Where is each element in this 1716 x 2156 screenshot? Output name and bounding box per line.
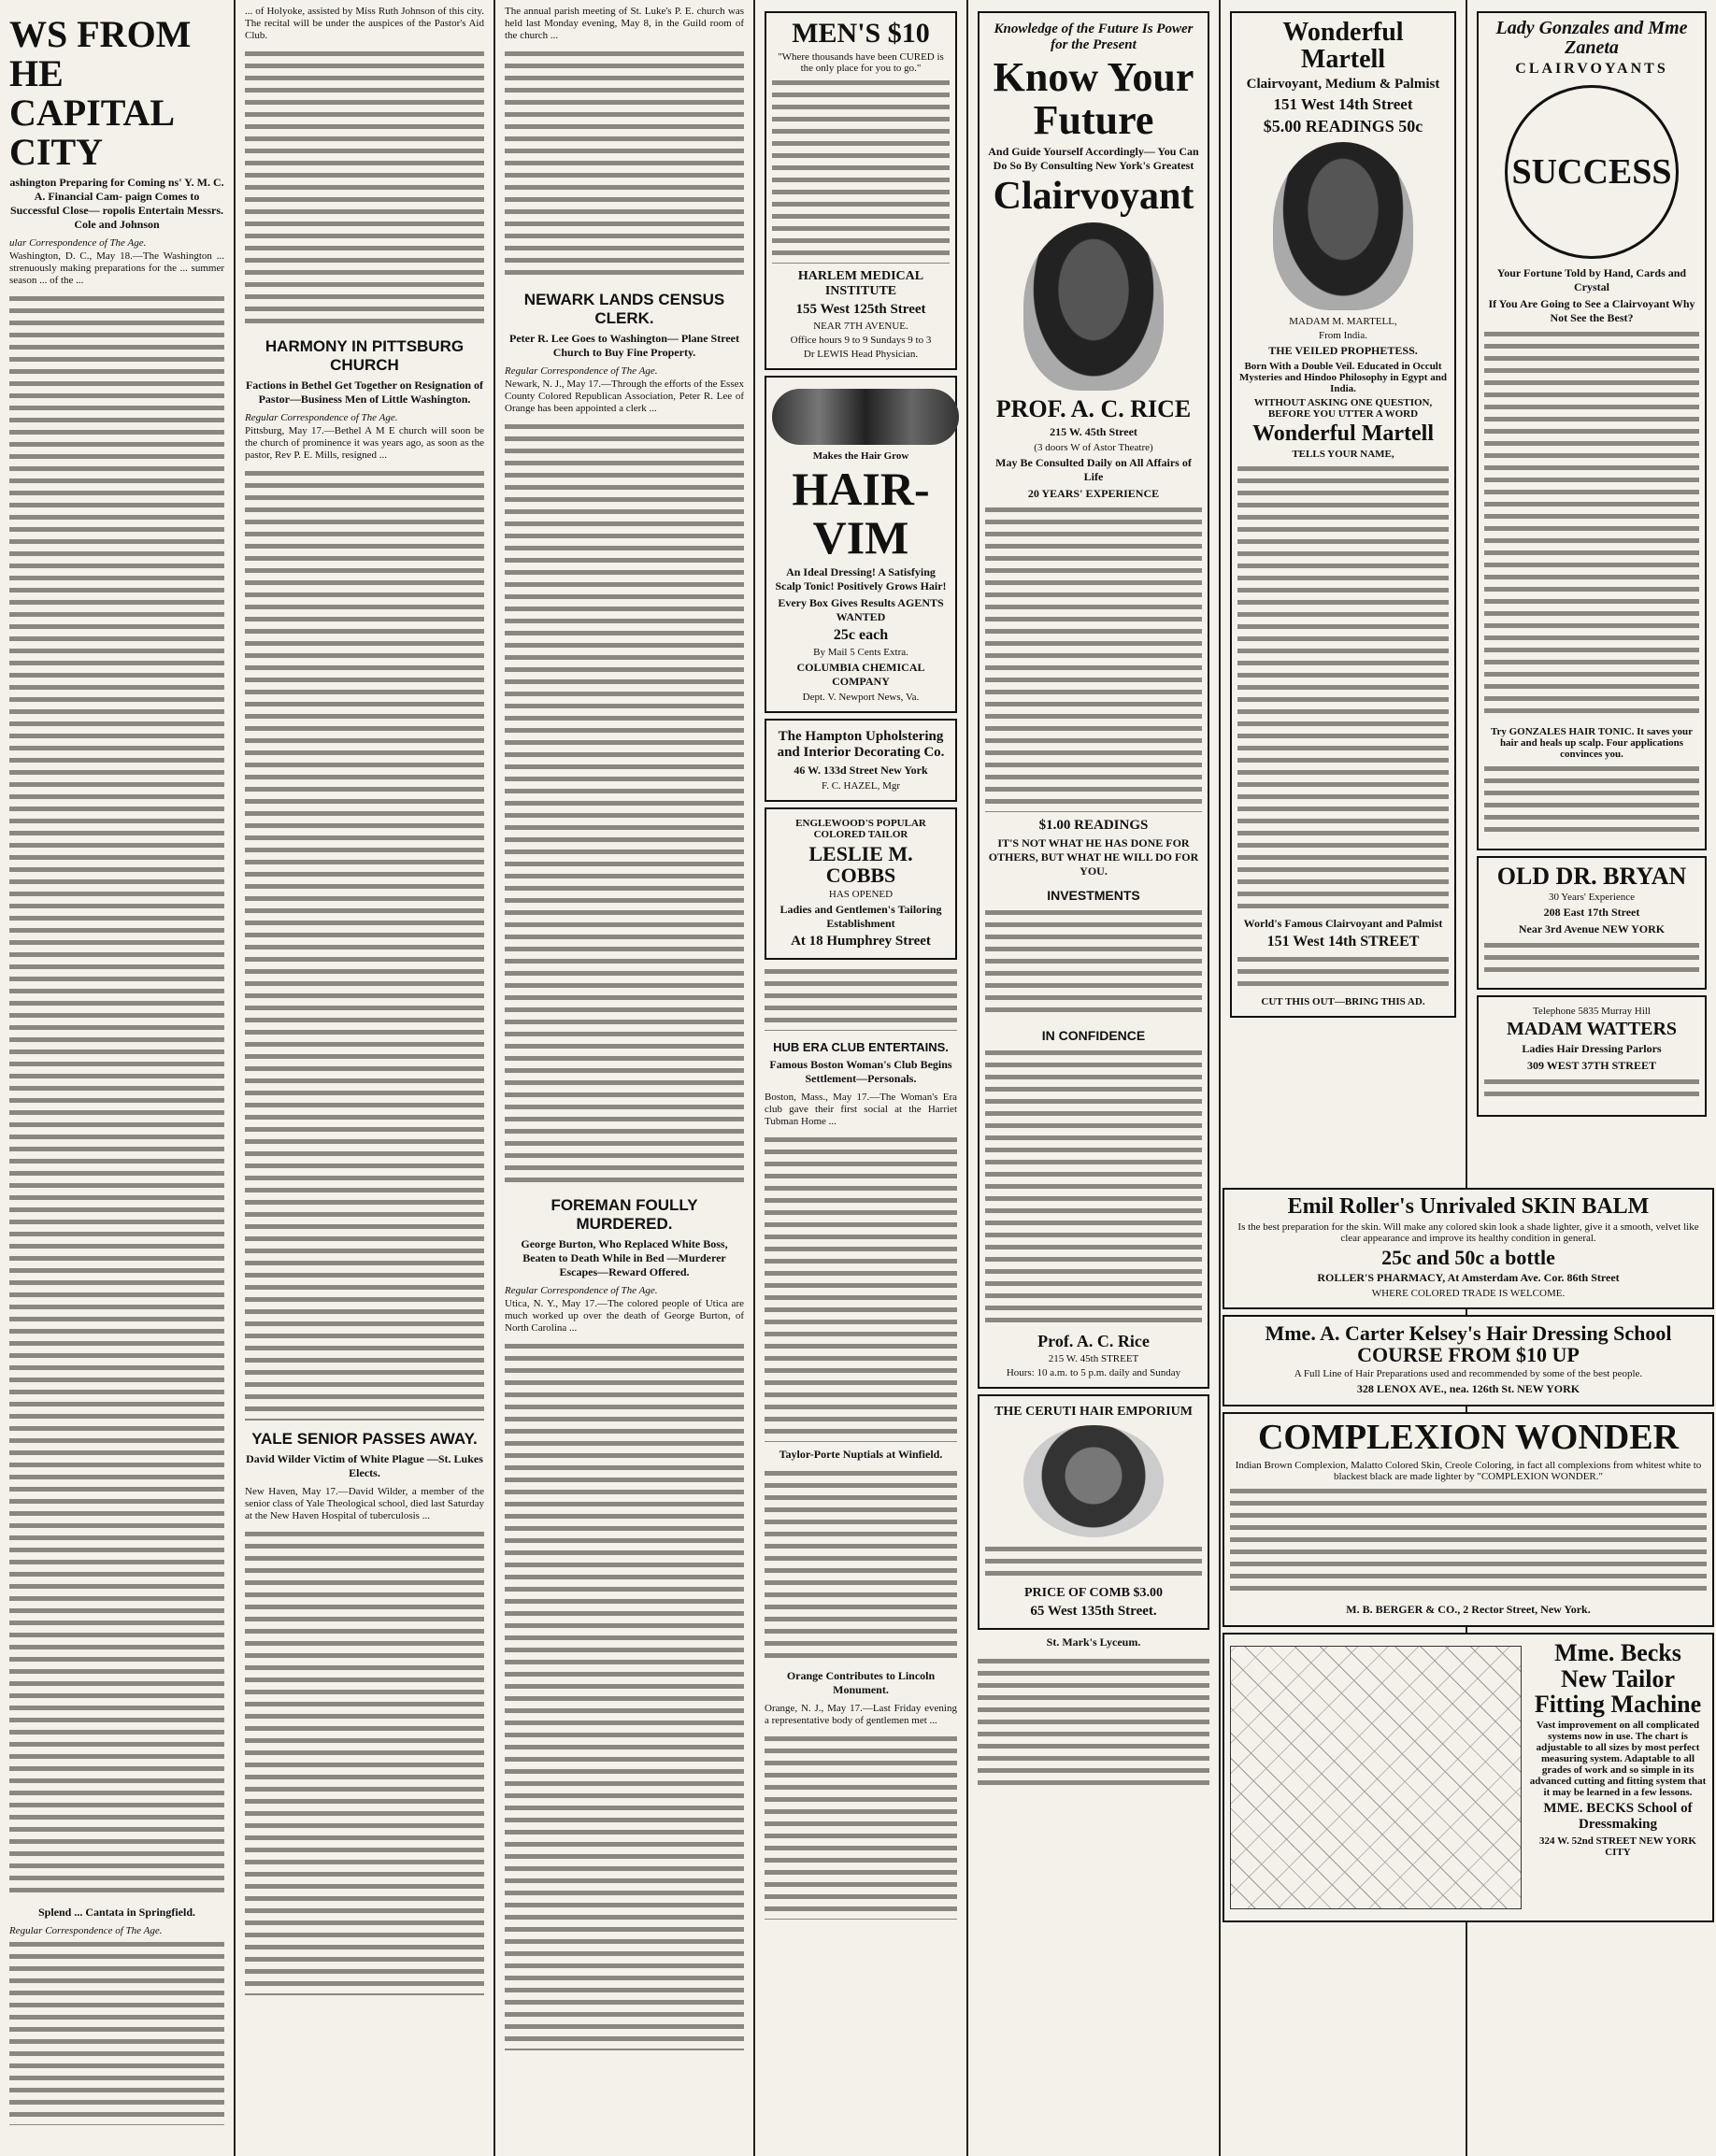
ad-body-text xyxy=(985,1543,1202,1580)
mens-ad xyxy=(765,11,957,370)
newark-deck: Peter R. Lee Goes to Washington— Plane Street Church to Buy Fine Property. xyxy=(509,332,739,359)
comb-price: PRICE OF COMB $3.00 xyxy=(1023,1585,1164,1600)
roller-title: Emil Roller's Unrivaled SKIN BALM xyxy=(1287,1194,1650,1219)
ad-body-text xyxy=(1237,953,1449,991)
hair-vim-tagline: Makes the Hair Grow xyxy=(812,450,909,462)
ceruti-illustration xyxy=(1023,1425,1164,1537)
rice-price: $1.00 READINGS xyxy=(1038,817,1149,833)
article-body-text xyxy=(505,421,744,1187)
gonzales-ad xyxy=(1477,11,1707,850)
article-body-text xyxy=(978,1655,1209,1786)
foreman-lead: Utica, N. Y., May 17.—The colored people of Utica are much worked up over the death of George Burton, of North Carolina ... xyxy=(505,1298,744,1334)
ad-body-text xyxy=(1484,1076,1699,1104)
rice-signature: Prof. A. C. Rice xyxy=(1037,1331,1150,1350)
roller-price: 25c and 50c a bottle xyxy=(1381,1246,1555,1270)
harmony-lead: Pittsburg, May 17.—Bethel A M E church will soon be the church of prominence it was years ago, as soon as the pastor, Rev P. E. Mills, resigned ... xyxy=(245,425,484,461)
correspondence-line: Regular Correspondence of The Age. xyxy=(9,1925,163,1936)
kelsey-ad xyxy=(1223,1315,1714,1406)
kelsey-address: 328 LENOX AVE., nea. 126th St. NEW YORK xyxy=(1356,1382,1580,1396)
harlem-institute-doctor: Dr LEWIS Head Physician. xyxy=(803,348,919,360)
article-body-text xyxy=(9,293,224,1900)
column-5 xyxy=(968,0,1219,2156)
martell-address: 151 West 14th Street xyxy=(1273,94,1413,113)
article-body-text xyxy=(245,1528,484,1995)
lyceum-headline: St. Mark's Lyceum. xyxy=(1046,1635,1141,1649)
article-body-text xyxy=(245,48,484,328)
article-body-text xyxy=(765,1467,957,1663)
correspondence-line: Regular Correspondence of The Age. xyxy=(505,1285,658,1296)
pattern-drawing xyxy=(1230,1646,1522,1909)
columbia-address: Dept. V. Newport News, Va. xyxy=(802,691,920,703)
roller-ad xyxy=(1223,1188,1714,1309)
harmony-headline: HARMONY IN PITTSBURG CHURCH xyxy=(265,337,465,374)
yale-deck: David Wilder Victim of White Plague —St. Lukes Elects. xyxy=(246,1452,483,1479)
martell-tells: TELLS YOUR NAME, xyxy=(1292,448,1394,460)
wide-ads xyxy=(1223,1182,1714,1928)
becks-text xyxy=(1529,1640,1707,1915)
becks-body: Vast improvement on all complicated systems now in use. The chart is adjustable to all sizes by most perfect measuring system. Adaptable to all grades of work and so simple in its advanced cutting and fitting system that it may be learned in a few lessons. xyxy=(1529,1720,1707,1799)
capital-city-deck: ashington Preparing for Coming ns' Y. M. C. A. Financial Cam- paign Comes to Successful Close— ropolis Entertain Messrs. Cole and Johnson xyxy=(9,176,224,231)
becks-address: 324 W. 52nd STREET NEW YORK CITY xyxy=(1539,1835,1696,1859)
article-body-text xyxy=(765,1733,957,1920)
bryan-ad xyxy=(1477,856,1707,990)
hampton-address: 46 W. 133d Street New York xyxy=(794,763,928,777)
martell-title-2: Wonderful Martell xyxy=(1252,421,1434,446)
roller-pharmacy: ROLLER'S PHARMACY, At Amsterdam Ave. Cor. 86th Street xyxy=(1317,1271,1620,1285)
newark-headline: NEWARK LANDS CENSUS CLERK. xyxy=(523,291,725,327)
ad-body-text xyxy=(1484,328,1699,721)
hair-illustration xyxy=(772,389,959,445)
success-word: SUCCESS xyxy=(1511,152,1672,192)
becks-pattern-illustration xyxy=(1230,1640,1522,1915)
martell-ad xyxy=(1230,11,1456,1018)
ad-body-text xyxy=(985,1047,1202,1327)
rice-name: PROF. A. C. RICE xyxy=(995,395,1192,423)
complexion-agents: M. B. BERGER & CO., 2 Rector Street, New York. xyxy=(1346,1603,1591,1617)
becks-ad xyxy=(1223,1633,1714,1922)
bryan-experience: 30 Years' Experience xyxy=(1548,892,1636,904)
ad-body-text xyxy=(985,504,1202,812)
martell-born: Born With a Double Veil. Educated in Occult Mysteries and Hindoo Philosophy in Egypt and India. xyxy=(1239,360,1447,394)
ad-body-text xyxy=(772,77,950,264)
martell-subtitle: Clairvoyant, Medium & Palmist xyxy=(1246,76,1440,92)
martell-title: Wonderful Martell xyxy=(1282,18,1404,75)
cobbs-heading: ENGLEWOOD'S POPULAR COLORED TAILOR xyxy=(795,817,926,840)
martell-caption-origin: From India. xyxy=(1319,329,1367,341)
yale-lead: New Haven, May 17.—David Wilder, a member of the senior class of Yale Theological school, died last Saturday at the New Haven Hospital of tuberculosis ... xyxy=(245,1486,484,1521)
hair-vim-ad xyxy=(765,376,957,713)
kelsey-body: A Full Line of Hair Preparations used and recommended by some of the best people. xyxy=(1294,1368,1643,1380)
hub-era-deck: Famous Boston Woman's Club Begins Settlement—Personals. xyxy=(769,1057,952,1085)
success-emblem xyxy=(1505,85,1679,259)
watters-address: 309 WEST 37TH STREET xyxy=(1527,1059,1656,1073)
cobbs-ad xyxy=(765,807,957,960)
comb-address: 65 West 135th Street. xyxy=(1030,1603,1157,1619)
becks-school: MME. BECKS School of Dressmaking xyxy=(1543,1801,1693,1833)
martell-portrait xyxy=(1273,142,1413,310)
gonzales-title: Lady Gonzales and Mme Zaneta xyxy=(1495,18,1688,58)
mens-ad-line: "Where thousands have been CURED is the only place for you to go." xyxy=(778,50,944,74)
harlem-institute-name: HARLEM MEDICAL INSTITUTE xyxy=(797,268,924,298)
rice-guide: And Guide Yourself Accordingly— You Can Do So By Consulting New York's Greatest xyxy=(988,145,1199,173)
rice-signature-address: 215 W. 45th STREET xyxy=(1048,1352,1139,1364)
kelsey-course: COURSE FROM $10 UP xyxy=(1357,1343,1580,1367)
rice-hours: Hours: 10 a.m. to 5 p.m. daily and Sunday xyxy=(1006,1366,1181,1378)
foreman-deck: George Burton, Who Replaced White Boss, Beaten to Death While in Bed —Murderer Escapes—Reward Offered. xyxy=(521,1237,728,1278)
watters-subtitle: Ladies Hair Dressing Parlors xyxy=(1522,1042,1662,1056)
column-1 xyxy=(0,0,234,2156)
hub-era-headline: HUB ERA CLUB ENTERTAINS. xyxy=(773,1039,949,1054)
complexion-title: COMPLEXION WONDER xyxy=(1257,1418,1680,1458)
cut-this-out: CUT THIS OUT—BRING THIS AD. xyxy=(1261,995,1425,1007)
cobbs-name: LESLIE M. COBBS xyxy=(808,841,913,887)
capital-city-headline: WS FROM HE CAPITAL CITY xyxy=(9,13,192,173)
ad-body-text xyxy=(1484,939,1699,977)
hampton-ad xyxy=(765,719,957,802)
column-3 xyxy=(495,0,753,2156)
hair-vim-title: HAIR-VIM xyxy=(792,462,930,564)
martell-without: WITHOUT ASKING ONE QUESTION, BEFORE YOU UTTER A WORD xyxy=(1253,396,1433,420)
ceruti-ad xyxy=(978,1394,1209,1630)
confidence-heading: IN CONFIDENCE xyxy=(1041,1027,1146,1043)
ceruti-title: THE CERUTI HAIR EMPORIUM xyxy=(994,1404,1193,1419)
cantata-headline: Splend ... Cantata in Springfield. xyxy=(37,1906,196,1919)
ad-body-text xyxy=(1484,763,1699,837)
veiled-prophetess: THE VEILED PROPHETESS. xyxy=(1268,343,1418,357)
hampton-manager: F. C. HAZEL, Mgr xyxy=(821,779,901,792)
harlem-institute-near: NEAR 7TH AVENUE. xyxy=(813,320,908,332)
rice-experience: 20 YEARS' EXPERIENCE xyxy=(1027,486,1160,500)
correspondence-line: ular Correspondence of The Age. xyxy=(9,237,147,249)
complexion-ad xyxy=(1223,1412,1714,1627)
investments-heading: INVESTMENTS xyxy=(1047,887,1140,903)
martell-famous: World's Famous Clairvoyant and Palmist xyxy=(1243,916,1443,930)
gonzales-tonic: Try GONZALES HAIR TONIC. It saves your hair and heals up scalp. Four applications convinces you. xyxy=(1490,726,1694,760)
martell-address-2: 151 West 14th STREET xyxy=(1266,933,1420,949)
orange-headline: Orange Contributes to Lincoln Monument. xyxy=(786,1668,936,1696)
clairvoyant-rice-ad xyxy=(978,11,1209,1389)
mens-ad-title: MEN'S $10 xyxy=(792,18,930,49)
becks-title: Mme. Becks New Tailor Fitting Machine xyxy=(1534,1639,1702,1718)
rice-knowledge: Knowledge of the Future Is Power for the Present xyxy=(994,21,1194,52)
ad-body-text xyxy=(1237,463,1449,911)
roller-body: Is the best preparation for the skin. Will make any colored skin look a shade lighter, give it a smooth, velvet like clear appearance and improve its healthy condition in general. xyxy=(1237,1221,1699,1245)
hair-vim-agents: Every Box Gives Results AGENTS WANTED xyxy=(778,595,944,623)
watters-title: MADAM WATTERS xyxy=(1506,1019,1678,1040)
rice-daily: May Be Consulted Daily on All Affairs of Life xyxy=(995,455,1192,483)
article-body-text xyxy=(505,1340,744,2050)
newark-lead: Newark, N. J., May 17.—Through the efforts of the Essex County Colored Republican Association, Peter R. Lee of Orange has been appointed a clerk ... xyxy=(505,378,744,414)
bryan-avenue: Near 3rd Avenue NEW YORK xyxy=(1518,922,1666,936)
article-body-text xyxy=(765,965,957,1031)
ad-body-text xyxy=(1230,1485,1707,1597)
kelsey-title: Mme. A. Carter Kelsey's Hair Dressing School xyxy=(1265,1321,1672,1346)
harlem-institute-address: 155 West 125th Street xyxy=(795,301,926,317)
column-2 xyxy=(236,0,493,2156)
columbia-chemical: COLUMBIA CHEMICAL COMPANY xyxy=(796,660,925,688)
correspondence-line: Regular Correspondence of The Age. xyxy=(245,412,398,423)
yale-headline: YALE SENIOR PASSES AWAY. xyxy=(251,1430,478,1448)
taylor-headline: Taylor-Porte Nuptials at Winfield. xyxy=(779,1447,943,1461)
cobbs-line: Ladies and Gentlemen's Tailoring Establishment xyxy=(779,902,942,930)
orange-lead: Orange, N. J., May 17.—Last Friday evening a representative body of gentlemen met ... xyxy=(765,1702,957,1726)
rice-near: (3 doors W of Astor Theatre) xyxy=(1034,441,1153,453)
hub-era-lead: Boston, Mass., May 17.—The Woman's Era club gave their first social at the Harriet Tubman Home ... xyxy=(765,1091,957,1127)
harlem-institute-hours: Office hours 9 to 9 Sundays 9 to 3 xyxy=(790,334,932,346)
martell-price: $5.00 READINGS 50c xyxy=(1263,116,1423,136)
ad-body-text xyxy=(985,907,1202,1019)
cobbs-address: At 18 Humphrey Street xyxy=(791,933,931,949)
gonzales-clairvoyants: CLAIRVOYANTS xyxy=(1515,61,1668,77)
martell-caption: MADAM M. MARTELL, xyxy=(1289,315,1397,327)
rice-know-your-future: Know Your Future xyxy=(993,54,1194,144)
watters-ad xyxy=(1477,995,1707,1117)
rice-clairvoyant: Clairvoyant xyxy=(993,175,1194,219)
hair-vim-line: An Ideal Dressing! A Satisfying Scalp Tonic! Positively Grows Hair! xyxy=(775,564,947,593)
gonzales-question: If You Are Going to See a Clairvoyant Why Not See the Best? xyxy=(1488,297,1695,324)
rice-not-all: IT'S NOT WHAT HE HAS DONE FOR OTHERS, BUT WHAT HE WILL DO FOR YOU. xyxy=(988,835,1199,878)
hair-vim-price: 25c each xyxy=(833,626,889,643)
capital-city-lead: Washington, D. C., May 18.—The Washington ... strenuously making preparations for the ... summer season ... of the ... xyxy=(9,250,224,286)
roller-welcome: WHERE COLORED TRADE IS WELCOME. xyxy=(1371,1288,1566,1300)
rice-portrait xyxy=(1023,222,1164,391)
harmony-deck: Factions in Bethel Get Together on Resignation of Pastor—Business Men of Little Washington. xyxy=(245,378,484,406)
cobbs-opened: HAS OPENED xyxy=(828,888,894,900)
column-4 xyxy=(755,0,966,2156)
complexion-body: Indian Brown Complexion, Malatto Colored Skin, Creole Coloring, in fact all complexions from whitest white to blackest black are made lighter by "COMPLEXION WONDER." xyxy=(1235,1460,1702,1483)
gonzales-fortune: Your Fortune Told by Hand, Cards and Crystal xyxy=(1496,266,1687,293)
article-body-text xyxy=(505,48,744,281)
bryan-address: 208 East 17th Street xyxy=(1543,906,1640,920)
article-lead: The annual parish meeting of St. Luke's P. E. church was held last Monday evening, May 8, in the Guild room of the church ... xyxy=(505,6,744,41)
article-lead: ... of Holyoke, assisted by Miss Ruth Johnson of this city. The recital will be under the auspices of the Pastor's Aid Club. xyxy=(245,6,484,41)
rice-address: 215 W. 45th Street xyxy=(1050,424,1137,438)
article-body-text xyxy=(245,467,484,1421)
hair-vim-mail: By Mail 5 Cents Extra. xyxy=(813,646,908,658)
watters-telephone: Telephone 5835 Murray Hill xyxy=(1532,1006,1651,1018)
foreman-headline: FOREMAN FOULLY MURDERED. xyxy=(551,1196,698,1233)
hampton-title: The Hampton Upholstering and Interior Decorating Co. xyxy=(777,728,945,760)
article-body-text xyxy=(9,1938,224,2125)
correspondence-line: Regular Correspondence of The Age. xyxy=(505,365,658,377)
article-body-text xyxy=(765,1134,957,1442)
bryan-title: OLD DR. BRYAN xyxy=(1496,863,1687,890)
